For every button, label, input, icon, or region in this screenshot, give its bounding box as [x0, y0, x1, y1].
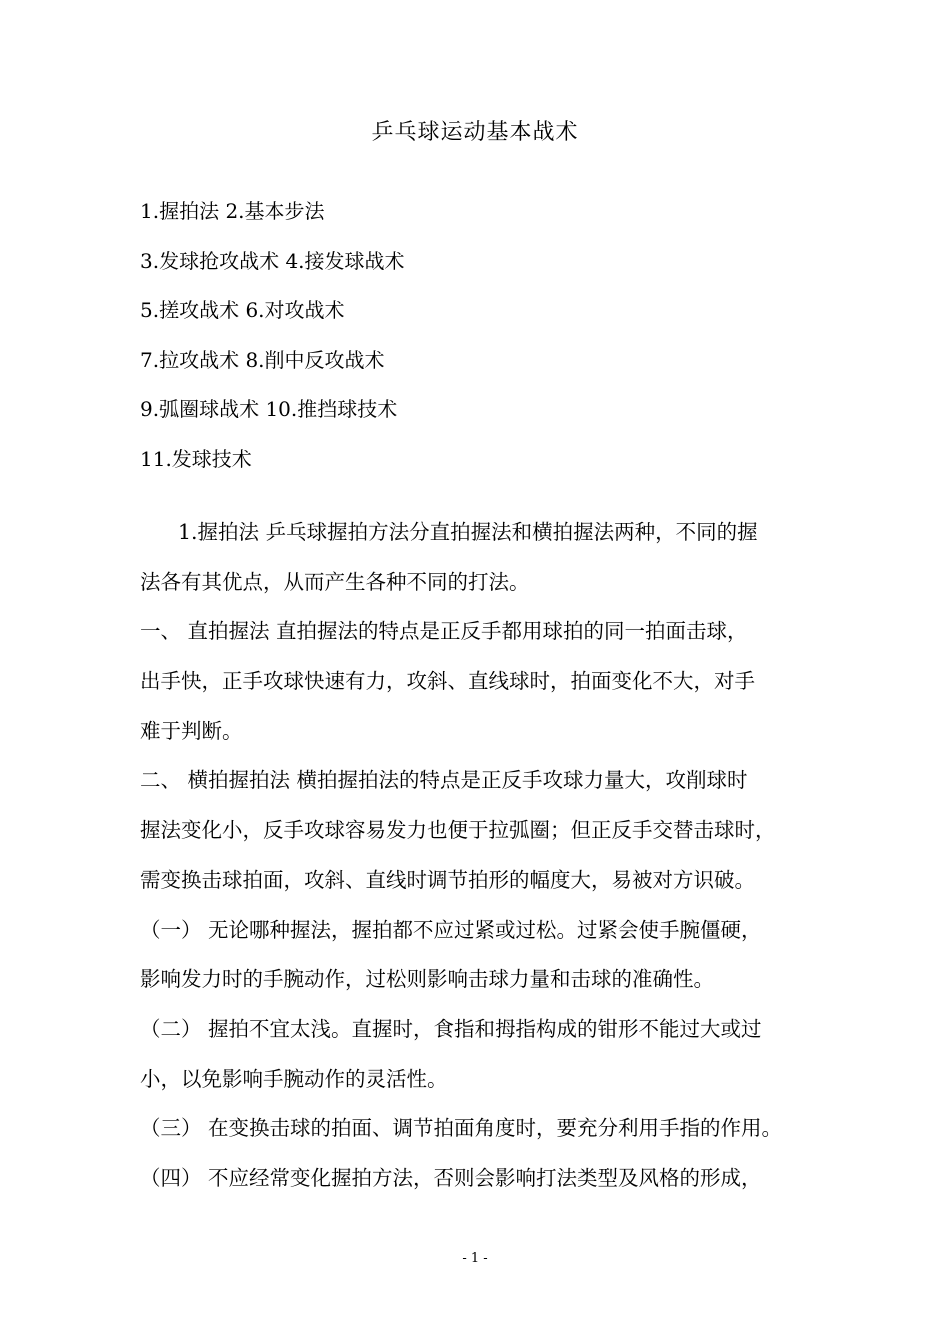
toc-line: 11.发球技术 — [140, 446, 252, 471]
body-line: 出手快，正手攻球快速有力，攻斜、直线球时，拍面变化不大，对手 — [140, 669, 755, 694]
table-of-contents — [140, 196, 840, 494]
toc-line: 3.发球抢攻战术 4.接发球战术 — [140, 248, 405, 273]
body-line: （三） 在变换击球的拍面、调节拍面角度时，要充分利用手指的作用。 — [140, 1116, 783, 1141]
body-line: 难于判断。 — [140, 718, 243, 743]
toc-line: 1.握拍法 2.基本步法 — [140, 199, 325, 223]
body-line: 二、 横拍握拍法 横拍握拍法的特点是正反手攻球力量大，攻削球时 — [140, 768, 748, 793]
body-line: 法各有其优点，从而产生各种不同的打法。 — [140, 569, 530, 594]
body-line: 小，以免影响手腕动作的灵活性。 — [140, 1066, 448, 1091]
body-line: 需变换击球拍面，攻斜、直线时调节拍形的幅度大，易被对方识破。 — [140, 867, 755, 892]
body-line: 1.握拍法 乒乓球握拍方法分直拍握法和横拍握法两种，不同的握 — [178, 520, 758, 544]
document-title: 乒乓球运动基本战术 — [371, 120, 579, 145]
body-line: 影响发力时的手腕动作，过松则影响击球力量和击球的准确性。 — [140, 967, 714, 992]
page-number: - 1 - — [462, 1251, 488, 1266]
body-line: （二） 握拍不宜太浅。直握时，食指和拇指构成的钳形不能过大或过 — [140, 1016, 762, 1041]
toc-line: 9.弧圈球战术 10.推挡球技术 — [140, 397, 398, 422]
body-line: （一） 无论哪种握法，握拍都不应过紧或过松。过紧会使手腕僵硬， — [140, 917, 762, 942]
toc-line: 5.搓攻战术 6.对攻战术 — [140, 298, 345, 323]
body-line: 握法变化小，反手攻球容易发力也便于拉弧圈；但正反手交替击球时， — [140, 818, 776, 843]
body-line: 一、 直拍握法 直拍握法的特点是正反手都用球拍的同一拍面击球， — [140, 619, 748, 644]
toc-line: 7.拉攻战术 8.削中反攻战术 — [140, 347, 385, 372]
document-body — [140, 517, 815, 1213]
body-line: （四） 不应经常变化握拍方法，否则会影响打法类型及风格的形成， — [140, 1165, 762, 1190]
